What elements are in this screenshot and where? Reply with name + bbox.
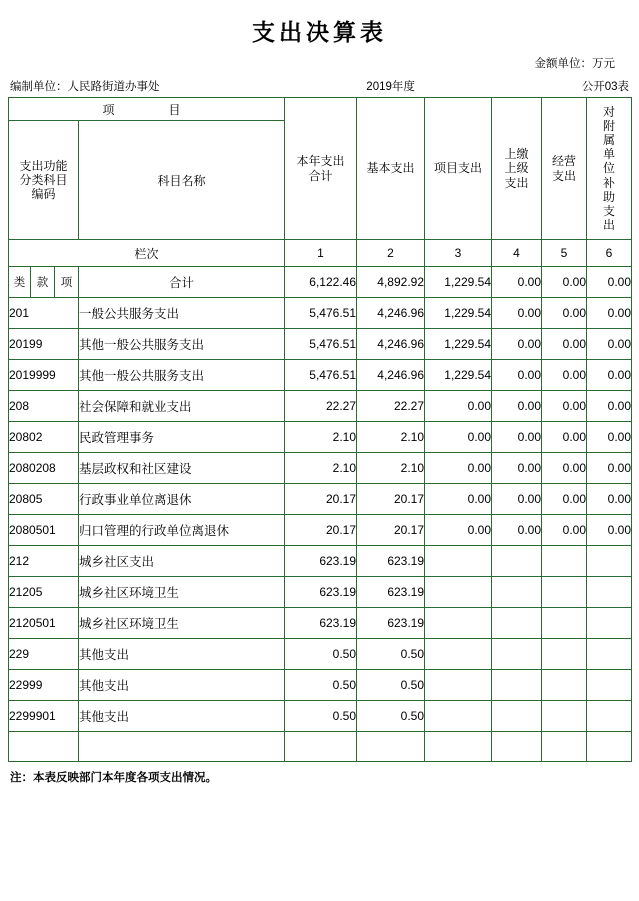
header-upper-label: 上缴上级支出 [504, 147, 529, 190]
row-code: 20802 [9, 422, 79, 453]
row-value-5: 0.00 [542, 453, 587, 484]
row-value-5 [542, 670, 587, 701]
row-value-1: 2.10 [285, 453, 357, 484]
row-value-3 [425, 701, 492, 732]
header-basic [357, 98, 425, 240]
row-value-6: 0.00 [587, 484, 632, 515]
document-meta [8, 78, 631, 97]
row-code: 2080501 [9, 515, 79, 546]
row-value-4: 0.00 [492, 422, 542, 453]
row-value-2: 20.17 [357, 484, 425, 515]
row-value-4: 0.00 [492, 515, 542, 546]
header-lanci: 栏次 [9, 240, 285, 267]
row-value-6 [587, 577, 632, 608]
row-value-5 [542, 639, 587, 670]
row-name: 其他支出 [79, 639, 285, 670]
header-col-num-4: 4 [492, 240, 542, 267]
row-code: 2019999 [9, 360, 79, 391]
table-note: 注：本表反映部门本年度各项支出情况。 [10, 772, 217, 784]
table-row [9, 577, 632, 608]
row-value-3 [425, 732, 492, 762]
table-row [9, 608, 632, 639]
row-name: 行政事业单位离退休 [79, 484, 285, 515]
row-value-5 [542, 577, 587, 608]
row-code: 2120501 [9, 608, 79, 639]
row-value-3 [425, 670, 492, 701]
row-value-1: 623.19 [285, 577, 357, 608]
row-value-6 [587, 732, 632, 762]
header-col-num-5: 5 [542, 240, 587, 267]
row-value-1: 2.10 [285, 422, 357, 453]
row-value-1: 6,122.46 [285, 267, 357, 298]
header-subject-name: 科目名称 [79, 121, 285, 240]
row-value-2: 623.19 [357, 546, 425, 577]
row-name: 基层政权和社区建设 [79, 453, 285, 484]
row-name: 城乡社区支出 [79, 546, 285, 577]
row-code: 2080208 [9, 453, 79, 484]
row-value-2: 623.19 [357, 608, 425, 639]
row-value-2: 623.19 [357, 577, 425, 608]
row-value-4 [492, 670, 542, 701]
row-value-2: 0.50 [357, 701, 425, 732]
row-value-6 [587, 608, 632, 639]
table-row [9, 546, 632, 577]
compile-unit: 编制单位：人民路街道办事处 [10, 81, 160, 93]
header-year-total-label: 本年支出合计 [296, 154, 345, 183]
row-value-2: 4,246.96 [357, 298, 425, 329]
header-col-num-3: 3 [425, 240, 492, 267]
row-value-4: 0.00 [492, 360, 542, 391]
row-value-1: 22.27 [285, 391, 357, 422]
row-value-2: 4,246.96 [357, 329, 425, 360]
row-value-5: 0.00 [542, 484, 587, 515]
header-code-label: 支出功能分类科目编码 [19, 158, 68, 202]
row-value-2: 2.10 [357, 453, 425, 484]
row-value-4 [492, 608, 542, 639]
header-code-col [9, 121, 79, 240]
row-value-4: 0.00 [492, 329, 542, 360]
row-value-3 [425, 546, 492, 577]
row-value-1: 20.17 [285, 515, 357, 546]
row-value-5: 0.00 [542, 515, 587, 546]
row-value-4 [492, 546, 542, 577]
row-value-6 [587, 701, 632, 732]
row-value-6: 0.00 [587, 422, 632, 453]
row-value-6: 0.00 [587, 329, 632, 360]
row-value-5: 0.00 [542, 329, 587, 360]
row-value-3: 1,229.54 [425, 298, 492, 329]
row-value-5 [542, 546, 587, 577]
table-row [9, 391, 632, 422]
header-lei: 类 [9, 267, 31, 298]
row-name: 城乡社区环境卫生 [79, 608, 285, 639]
row-value-4: 0.00 [492, 484, 542, 515]
row-value-5: 0.00 [542, 422, 587, 453]
row-value-1: 20.17 [285, 484, 357, 515]
row-value-6: 0.00 [587, 360, 632, 391]
row-value-2: 22.27 [357, 391, 425, 422]
row-value-3: 0.00 [425, 484, 492, 515]
row-value-1: 0.50 [285, 639, 357, 670]
row-value-4: 0.00 [492, 453, 542, 484]
expenditure-table [8, 97, 632, 762]
row-name: 城乡社区环境卫生 [79, 577, 285, 608]
page-title: 支出决算表 [252, 20, 387, 45]
row-value-2: 4,892.92 [357, 267, 425, 298]
row-code: 229 [9, 639, 79, 670]
row-value-5 [542, 608, 587, 639]
row-name: 其他支出 [79, 670, 285, 701]
row-value-6 [587, 639, 632, 670]
header-subsidy [587, 98, 632, 240]
row-code: 2299901 [9, 701, 79, 732]
header-xiang: 项 [55, 267, 79, 298]
row-value-1 [285, 732, 357, 762]
row-value-3 [425, 608, 492, 639]
row-value-3: 0.00 [425, 391, 492, 422]
table-row [9, 329, 632, 360]
row-value-4 [492, 732, 542, 762]
header-col-num-2: 2 [357, 240, 425, 267]
row-value-1: 623.19 [285, 546, 357, 577]
row-name [79, 732, 285, 762]
header-project [425, 98, 492, 240]
table-row [9, 701, 632, 732]
row-value-6: 0.00 [587, 267, 632, 298]
table-row [9, 670, 632, 701]
table-row [9, 267, 632, 298]
row-name: 合计 [79, 267, 285, 298]
header-col-num-1: 1 [285, 240, 357, 267]
row-value-2 [357, 732, 425, 762]
table-row [9, 515, 632, 546]
row-name: 归口管理的行政单位离退休 [79, 515, 285, 546]
row-value-2: 0.50 [357, 670, 425, 701]
table-row [9, 732, 632, 762]
row-value-2: 0.50 [357, 639, 425, 670]
row-value-2: 4,246.96 [357, 360, 425, 391]
row-value-5 [542, 732, 587, 762]
row-value-2: 2.10 [357, 422, 425, 453]
row-value-3: 1,229.54 [425, 267, 492, 298]
table-row [9, 298, 632, 329]
header-operating [542, 98, 587, 240]
row-value-6: 0.00 [587, 298, 632, 329]
row-name: 一般公共服务支出 [79, 298, 285, 329]
form-number: 公开03表 [581, 81, 629, 93]
header-upper [492, 98, 542, 240]
fiscal-year: 2019年度 [366, 81, 415, 93]
table-row [9, 453, 632, 484]
row-value-6: 0.00 [587, 515, 632, 546]
table-row [9, 360, 632, 391]
header-kuan: 款 [31, 267, 55, 298]
row-code: 212 [9, 546, 79, 577]
header-year-total [285, 98, 357, 240]
row-value-1: 5,476.51 [285, 298, 357, 329]
row-code: 208 [9, 391, 79, 422]
row-name: 其他一般公共服务支出 [79, 329, 285, 360]
row-code: 21205 [9, 577, 79, 608]
row-value-5: 0.00 [542, 360, 587, 391]
row-value-4 [492, 639, 542, 670]
row-value-3: 1,229.54 [425, 360, 492, 391]
row-value-3 [425, 639, 492, 670]
header-item-group: 项 目 [9, 98, 285, 121]
row-code: 20199 [9, 329, 79, 360]
row-value-4: 0.00 [492, 391, 542, 422]
row-value-5: 0.00 [542, 391, 587, 422]
table-row [9, 422, 632, 453]
row-value-4 [492, 577, 542, 608]
row-value-1: 623.19 [285, 608, 357, 639]
row-value-6 [587, 670, 632, 701]
row-value-6: 0.00 [587, 391, 632, 422]
table-row [9, 639, 632, 670]
header-basic-label: 基本支出 [366, 161, 415, 176]
table-row [9, 484, 632, 515]
row-name: 民政管理事务 [79, 422, 285, 453]
row-value-4: 0.00 [492, 267, 542, 298]
row-code: 20805 [9, 484, 79, 515]
row-name: 其他支出 [79, 701, 285, 732]
row-value-4 [492, 701, 542, 732]
header-operating-label: 经营支出 [552, 154, 577, 183]
row-value-3: 0.00 [425, 422, 492, 453]
header-project-label: 项目支出 [434, 161, 483, 176]
row-value-2: 20.17 [357, 515, 425, 546]
header-col-num-6: 6 [587, 240, 632, 267]
row-value-6: 0.00 [587, 453, 632, 484]
row-value-1: 5,476.51 [285, 329, 357, 360]
row-value-4: 0.00 [492, 298, 542, 329]
row-value-3: 0.00 [425, 515, 492, 546]
row-value-6 [587, 546, 632, 577]
row-value-1: 0.50 [285, 670, 357, 701]
row-value-3: 0.00 [425, 453, 492, 484]
row-value-5 [542, 701, 587, 732]
row-value-3 [425, 577, 492, 608]
row-name: 其他一般公共服务支出 [79, 360, 285, 391]
row-code: 22999 [9, 670, 79, 701]
row-code [9, 732, 79, 762]
row-value-3: 1,229.54 [425, 329, 492, 360]
row-value-5: 0.00 [542, 298, 587, 329]
row-value-1: 5,476.51 [285, 360, 357, 391]
row-value-5: 0.00 [542, 267, 587, 298]
row-code: 201 [9, 298, 79, 329]
header-subsidy-label: 对附属单位补助支出 [603, 104, 616, 233]
row-name: 社会保障和就业支出 [79, 391, 285, 422]
row-value-1: 0.50 [285, 701, 357, 732]
amount-unit-label: 金额单位：万元 [534, 58, 615, 70]
